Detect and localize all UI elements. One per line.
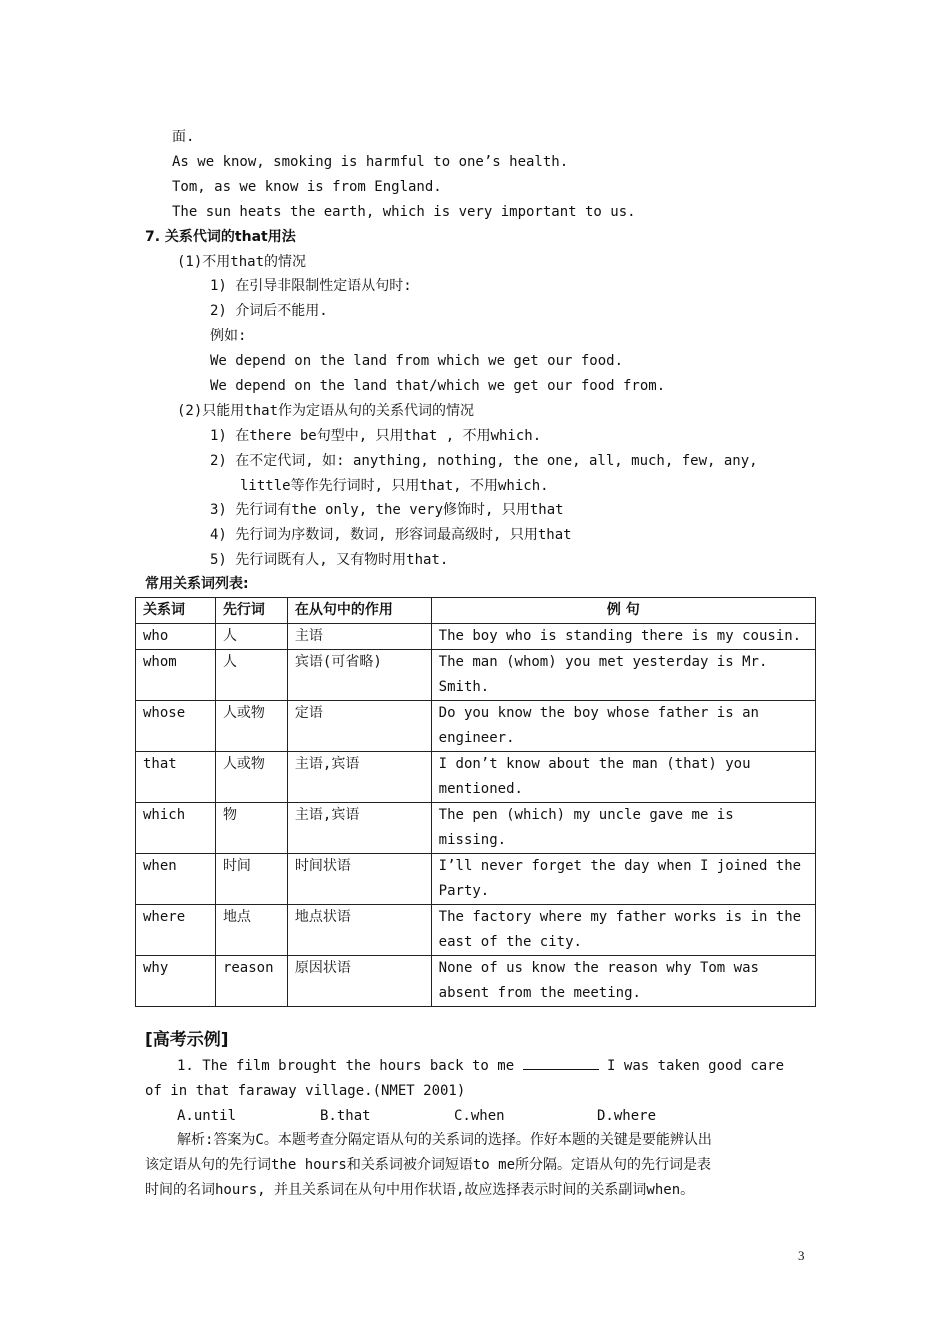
cell-function: 主语,宾语 xyxy=(287,803,431,854)
part2-title: (2)只能用that作为定语从句的关系代词的情况 xyxy=(177,403,474,419)
exam-heading: [高考示例] xyxy=(145,1030,229,1050)
cell-antecedent: 人或物 xyxy=(215,701,287,752)
option-a: A.until xyxy=(177,1108,237,1124)
cell-example: The man (whom) you met yesterday is Mr. Smith. xyxy=(431,650,815,701)
cell-word: who xyxy=(136,624,216,650)
question-1-part-1: 1. The film brought the hours back to me xyxy=(177,1058,515,1074)
cell-antecedent: 人或物 xyxy=(215,752,287,803)
page-number: 3 xyxy=(798,1248,805,1263)
cell-word: whom xyxy=(136,650,216,701)
cell-example: I don’t know about the man (that) you mentioned. xyxy=(431,752,815,803)
intro-line-1: 面. xyxy=(172,129,195,145)
intro-line-4: The sun heats the earth, which is very important to us. xyxy=(172,204,636,220)
analysis-line-1: 解析:答案为C。本题考查分隔定语从句的关系词的选择。作好本题的关键是要能辨认出 xyxy=(177,1132,712,1148)
header-relative-word: 关系词 xyxy=(136,598,216,624)
cell-function: 时间状语 xyxy=(287,854,431,905)
part2-item-3: 3) 先行词有the only, the very修饰时, 只用that xyxy=(210,502,564,518)
example-2: We depend on the land that/which we get our food from. xyxy=(210,378,666,394)
cell-antecedent: 物 xyxy=(215,803,287,854)
cell-antecedent: reason xyxy=(215,956,287,1007)
part1-item-1: 1) 在引导非限制性定语从句时: xyxy=(210,278,412,294)
question-1-line-2: of in that faraway village.(NMET 2001) xyxy=(145,1083,466,1099)
cell-function: 原因状语 xyxy=(287,956,431,1007)
relative-words-table xyxy=(135,597,816,1007)
example-1: We depend on the land from which we get our food. xyxy=(210,353,624,369)
analysis-line-2: 该定语从句的先行词the hours和关系词被介词短语to me所分隔。定语从句的先行词是表 xyxy=(145,1157,711,1173)
header-function: 在从句中的作用 xyxy=(287,598,431,624)
cell-example: I’ll never forget the day when I joined the Party. xyxy=(431,854,815,905)
answer-blank xyxy=(523,1055,599,1070)
cell-antecedent: 人 xyxy=(215,650,287,701)
table-row xyxy=(136,905,816,956)
question-1-part-2: I was taken good care xyxy=(607,1058,785,1074)
question-1-line-1 xyxy=(177,1054,784,1079)
part2-item-2b: little等作先行词时, 只用that, 不用which. xyxy=(240,478,549,494)
cell-word: that xyxy=(136,752,216,803)
example-label: 例如: xyxy=(210,328,247,344)
part1-title: (1)不用that的情况 xyxy=(177,254,307,270)
analysis-line-3: 时间的名词hours, 并且关系词在从句中用作状语,故应选择表示时间的关系副词when。 xyxy=(145,1182,695,1198)
section-7-heading: 7. 关系代词的that用法 xyxy=(145,229,296,245)
table-row xyxy=(136,752,816,803)
cell-function: 主语,宾语 xyxy=(287,752,431,803)
header-antecedent: 先行词 xyxy=(215,598,287,624)
cell-example: Do you know the boy whose father is an engineer. xyxy=(431,701,815,752)
table-row xyxy=(136,854,816,905)
header-example: 例 句 xyxy=(431,598,815,624)
cell-word: when xyxy=(136,854,216,905)
table-row xyxy=(136,956,816,1007)
intro-line-2: As we know, smoking is harmful to one’s health. xyxy=(172,154,569,170)
part2-item-4: 4) 先行词为序数词, 数词, 形容词最高级时, 只用that xyxy=(210,527,572,543)
cell-antecedent: 人 xyxy=(215,624,287,650)
cell-antecedent: 时间 xyxy=(215,854,287,905)
part2-item-1: 1) 在there be句型中, 只用that , 不用which. xyxy=(210,428,542,444)
cell-example: None of us know the reason why Tom was absent from the meeting. xyxy=(431,956,815,1007)
cell-function: 地点状语 xyxy=(287,905,431,956)
option-d: D.where xyxy=(597,1108,657,1124)
cell-example: The boy who is standing there is my cousin. xyxy=(431,624,815,650)
table-row xyxy=(136,701,816,752)
cell-function: 定语 xyxy=(287,701,431,752)
cell-function: 宾语(可省略) xyxy=(287,650,431,701)
table-row xyxy=(136,624,816,650)
option-c: C.when xyxy=(454,1108,505,1124)
cell-word: where xyxy=(136,905,216,956)
intro-line-3: Tom, as we know is from England. xyxy=(172,179,442,195)
table-header-row xyxy=(136,598,816,624)
table-row xyxy=(136,803,816,854)
cell-word: whose xyxy=(136,701,216,752)
cell-function: 主语 xyxy=(287,624,431,650)
table-row xyxy=(136,650,816,701)
cell-word: why xyxy=(136,956,216,1007)
part2-item-2a: 2) 在不定代词, 如: anything, nothing, the one, all, much, few, any, xyxy=(210,453,758,469)
table-caption: 常用关系词列表: xyxy=(145,576,249,592)
cell-example: The pen (which) my uncle gave me is missing. xyxy=(431,803,815,854)
option-b: B.that xyxy=(320,1108,371,1124)
cell-example: The factory where my father works is in the east of the city. xyxy=(431,905,815,956)
part2-item-5: 5) 先行词既有人, 又有物时用that. xyxy=(210,552,449,568)
part1-item-2: 2) 介词后不能用. xyxy=(210,303,328,319)
cell-antecedent: 地点 xyxy=(215,905,287,956)
cell-word: which xyxy=(136,803,216,854)
